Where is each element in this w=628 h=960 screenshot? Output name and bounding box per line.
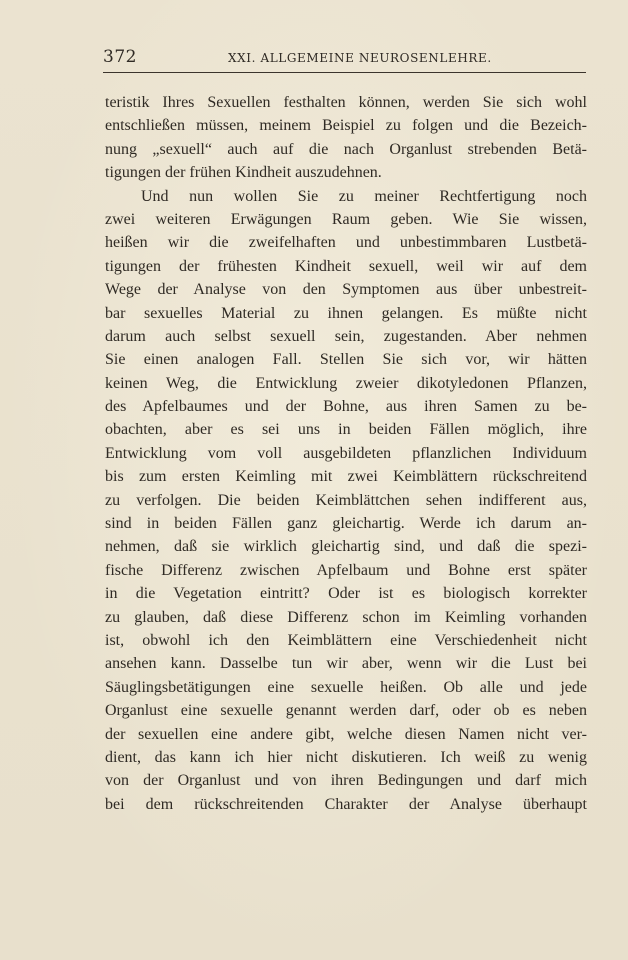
text-line: zwei weiteren Erwägungen Raum geben. Wie Sie wissen,: [105, 210, 587, 228]
header-rule: [103, 72, 586, 73]
text-line: obachten, aber es sei uns in beiden Fällen möglich, ihre: [105, 421, 587, 439]
text-line: Wege der Analyse von den Symptomen aus über unbestreit-: [105, 281, 587, 299]
text-line: nung „sexuell“ auch auf die nach Organlust strebenden Betä-: [105, 140, 587, 158]
text-line: von der Organlust und von ihren Bedingungen und darf mich: [105, 772, 587, 790]
text-line: teristik Ihres Sexuellen festhalten können, werden Sie sich wohl: [105, 94, 587, 111]
text-line: bis zum ersten Keimling mit zwei Keimblättern rückschreitend: [105, 468, 587, 486]
text-line: in die Vegetation eintritt? Oder ist es biologisch korrekter: [105, 585, 587, 603]
text-line: des Apfelbaumes und der Bohne, aus ihren Samen zu be-: [105, 398, 587, 416]
text-line: keinen Weg, die Entwicklung zweier dikotyledonen Pflanzen,: [105, 374, 587, 392]
text-line: zu verfolgen. Die beiden Keimblättchen sehen indifferent aus,: [105, 491, 587, 509]
text-line: entschließen müssen, meinem Beispiel zu folgen und die Bezeich-: [105, 117, 587, 135]
text-line: heißen wir die zweifelhaften und unbestimmbaren Lustbetä-: [105, 234, 587, 252]
page-number: 372: [103, 47, 137, 67]
text-line: nehmen, daß sie wirklich gleichartig sind, und daß die spezi-: [105, 538, 587, 556]
text-line: dient, das kann ich hier nicht diskutieren. Ich weiß zu wenig: [105, 748, 587, 766]
text-line: Organlust eine sexuelle genannt werden darf, oder ob es neben: [105, 702, 587, 720]
text-line: tigungen der frühesten Kindheit sexuell, weil wir auf dem: [105, 257, 587, 275]
text-line: der sexuellen eine andere gibt, welche diesen Namen nicht ver-: [105, 725, 587, 743]
text-line: ist, obwohl ich den Keimblättern eine Verschiedenheit nicht: [105, 631, 587, 649]
text-line: zu glauben, daß diese Differenz schon im Keimling vorhanden: [105, 608, 587, 626]
body-text: [105, 91, 587, 816]
text-line: ansehen kann. Dasselbe tun wir aber, wenn wir die Lust bei: [105, 655, 587, 673]
text-line: fische Differenz zwischen Apfelbaum und Bohne erst später: [105, 561, 587, 579]
text-line: Säuglingsbetätigungen eine sexuelle heißen. Ob alle und jede: [105, 678, 587, 696]
running-head: [103, 47, 586, 69]
running-title: XXI. ALLGEMEINE NEUROSENLEHRE.: [228, 51, 492, 65]
text-line: sind in beiden Fällen ganz gleichartig. Werde ich darum an-: [105, 515, 587, 533]
text-line: bar sexuelles Material zu ihnen gelangen. Es müßte nicht: [105, 304, 587, 322]
text-line: darum auch selbst sexuell sein, zugestanden. Aber nehmen: [105, 327, 587, 345]
text-line: bei dem rückschreitenden Charakter der Analyse überhaupt: [105, 795, 587, 813]
text-line: tigungen der frühen Kindheit auszudehnen.: [105, 164, 382, 182]
text-line: Und nun wollen Sie zu meiner Rechtfertigung noch: [141, 187, 587, 205]
text-line: Entwicklung vom voll ausgebildeten pflanzlichen Individuum: [105, 444, 587, 462]
text-line: Sie einen analogen Fall. Stellen Sie sich vor, wir hätten: [105, 351, 587, 369]
